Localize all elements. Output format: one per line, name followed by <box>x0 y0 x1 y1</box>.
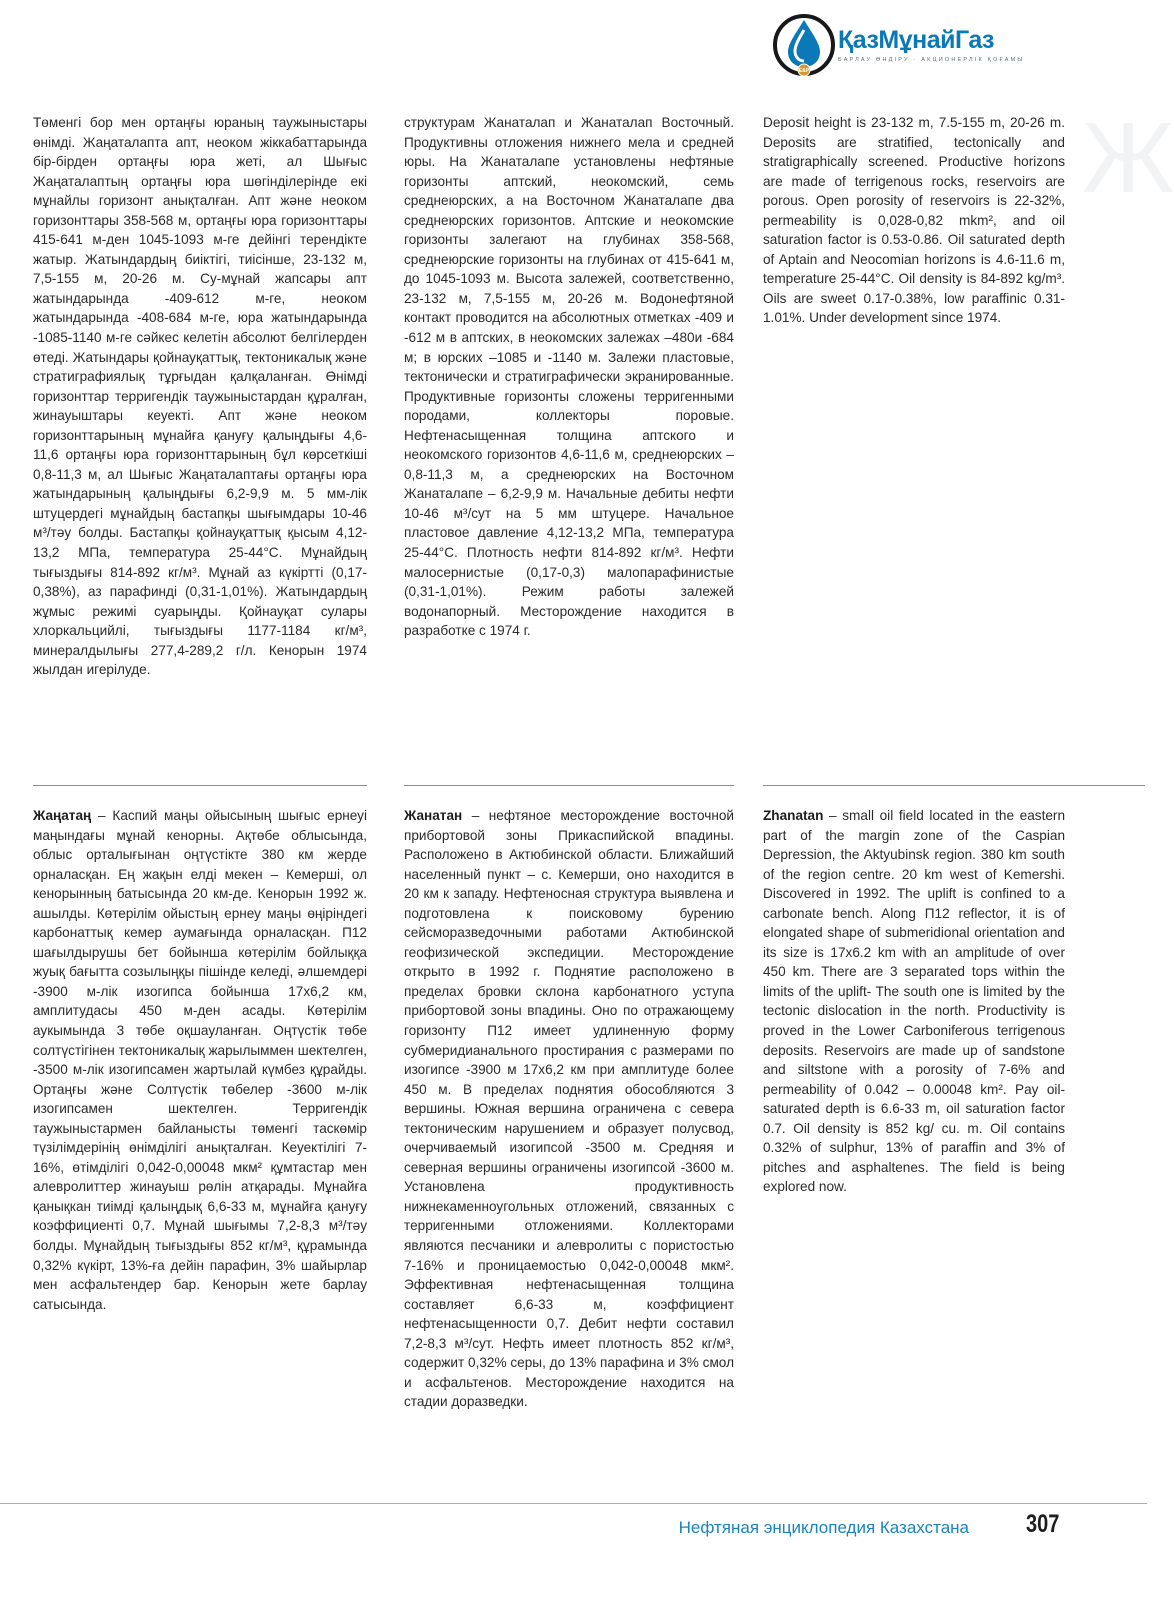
logo-badge: E&P <box>798 68 810 74</box>
section2-kazakh-column <box>33 806 367 1314</box>
entry-term-english: Zhanatan <box>763 808 824 823</box>
footer-title: Нефтяная энциклопедия Казахстана <box>678 1518 969 1537</box>
section1-english-column <box>763 113 1065 328</box>
logo-wordmark <box>838 28 994 53</box>
section-divider-russian <box>404 785 734 786</box>
page-header <box>0 0 1147 95</box>
entry-term-kazakh: Жаңатаң <box>33 808 92 823</box>
drop-logo-icon <box>772 12 836 76</box>
section2-russian-entry <box>404 806 734 1412</box>
logo-wordmark-part1: ҚазМұнай <box>838 26 955 54</box>
section1-russian-text: структурам Жанаталап и Жанаталап Восточный. Продуктивны отложения нижнего мела и средней юры. На Жанаталапе установлены нефтяные горизонты аптский, неокомский, семь среднеюрских, а на Восточном Жанаталапе два среднеюрских горизонтов. Аптские и неокомские горизонты залегают на глубинах 358-568, среднеюрские горизонты на глубинах от 415-641 м, до 1045-1093 м. Высота залежей, соответственно, 23-132 м, 7,5-155 м, 20-26 м. Водонефтяной контакт проводится на абсолютных отметках -409 и -612 м в аптских, в неокомских залежах –480и -684 м; в юрских –1085 и -1140 м. Залежи пластовые, тектонически и стратиграфически экранированные. Продуктивные горизонты сложены терригенными породами, коллекторы поровые. Нефтенасыщенная толщина аптского и неокомского горизонтов 4,6-11,6 м, среднеюрских – 0,8-11,3 м, а среднеюрских на Восточном Жанаталапе – 6,2-9,9 м. Начальные дебиты нефти 10-46 м³/сут на 5 мм штуцере. Начальное пластовое давление 4,12-13,2 МПа, температура 25-44°С. Плотность нефти 814-892 кг/м³. Нефти малосернистые (0,17-0,3) малопарафинистые (0,31-1,01%). Режим работы залежей водонапорный. Месторождение находится в разработке с 1974 г. <box>404 115 734 639</box>
section1-kazakh-column <box>33 113 367 680</box>
section2-english-entry <box>763 806 1065 1197</box>
section1-kazakh-text: Төменгі бор мен ортаңғы юраның таужыныстары өнімді. Жаңаталапта апт, неоком жіккабаттарында бір-бірден ортаңғы юра жеті, ал Шығыс Жаңаталаптың ортаңғы юра шөгінділерінде екі мұнайлы горизонт анықталған. Апт және неоком горизонттары 358-568 м, ортаңғы юра горизонттары 415-641 м-ден 1045-1093 м-ге дейінгі терендікте жатыр. Жатындардың биіктігі, тиісінше, 23-132 м, 7,5-155 м, 20-26 м. Су-мұнай жапсары апт жатындарында -409-612 м-ге, неоком жатындарында -408-684 м-ге, юра жатындарында -1085-1140 м-ге сәйкес келетін абсолют белгілерден өтеді. Жатындары қойнауқаттық, тектоникалық және стратиграфиялық тұрғыдан қалқаланған. Өнімді горизонттар терригендік таужыныстардан құралған, жинауыштары кеуекті. Апт және неоком горизонттарының мұнайға қануғу қалыңдығы 4,6-11,6 ортаңғы юра горизонттарының бұл көрсеткіші 0,8-11,3 м, ал Шығыс Жаңаталаптағы ортаңғы юра жатындарының қалыңдығы 6,2-9,9 м. 5 мм-лік штуцердегі мұнайдың бастапқы шығымдары 10-46 м³/тәу болды. Бастапқы қойнауқаттық қысым 4,12-13,2 МПа, температура 25-44°С. Мұнайдың тығыздығы 814-892 кг/м³. Мұнай аз күкіртті (0,17-0,38%), аз парафинді (0,31-1,01%). Жатындардың жұмыс режимі суарыңды. Қойнауқат сулары хлоркальцийлі, тығыздығы 1177-1184 кг/м³, минералдылығы 277,4-289,2 г/л. Кенорын 1974 жылдан игерілуде. <box>33 115 367 678</box>
section2-russian-column <box>404 806 734 1412</box>
footer-divider <box>0 1503 1147 1504</box>
entry-body-russian: – нефтяное месторождение восточной прибортовой зоны Прикаспийской впадины. Расположено в Актюбинской области. Ближайший населенный пункт – с. Кемерши, оно находится в 20 км к западу. Нефтеносная структура выявлена и подготовлена к поисковому бурению сейсморазведочными работами Актюбинской геофизической экспедиции. Месторождение открыто в 1992 г. Поднятие расположено в пределах бровки склона карбонатного уступа прибортовой зоны впадины. Оно по отражающему горизонту П12 имеет удлиненную форму субмеридианального простирания с размерами по изогипсе -3900 м 17х6,2 км при амплитуде более 450 м. В пределах поднятия обособляются 3 вершины. Южная вершина ограничена с севера тектоническим нарушением и образует полусвод, очерчиваемый изогипсой -3500 м. Средняя и северная вершины ограничены изогипсой -3600 м. Установлена продуктивность нижнекаменноугольных отложений, связанных с терригенными отложениями. Коллекторами являются песчаники и алевролиты с пористостью 7-16% и проницаемостью 0,042-0,00048 мкм². Эффективная нефтенасыщенная толщина составляет 6,6-33 м, коэффициент нефтенасыщенности 0,7. Дебит нефти составил 7,2-8,3 м³/сут. Нефть имеет плотность 852 кг/м³, содержит 0,32% серы, до 13% парафина и 3% смол и асфальтенов. Месторождение находится на стадии доразведки. <box>404 808 734 1410</box>
background-watermark: Ж <box>1082 102 1174 214</box>
entry-term-russian: Жанатан <box>404 808 463 823</box>
section-divider-kazakh <box>33 785 367 786</box>
entry-body-english: – small oil field located in the eastern part of the margin zone of the Caspian Depression, the Aktyubinsk region. 380 km south of the region centre. 20 km west of Kemershi. Discovered in 1992. The uplift is confined to a carbonate bench. Along П12 reflector, it is of elongated shape of submeridional orientation and its size is 17x6.2 km with an amplitude of over 450 km. There are 3 separated tops within the limits of the uplift- The south one is limited by the tectonic dislocation in the north. Productivity is proved in the Lower Carboniferous terrigenous deposits. Reservoirs are made up of sandstone and siltstone with a porosity of 7-6% and permeability of 0.042 – 0.00048 km². Pay oil-saturated depth is 6.6-33 m, oil saturation factor 0.7. Oil density is 852 kg/ cu. m. Oil contains 0.32% of sulphur, 13% of paraffin and 3% of pitches and asphaltenes. The field is being explored now. <box>763 808 1065 1195</box>
logo-tagline: БАРЛАУ ӨНДІРУ · АКЦИОНЕРЛІК ҚОҒАМЫ <box>838 57 1025 63</box>
section2-kazakh-entry <box>33 806 367 1314</box>
entry-body-kazakh: – Каспий маңы ойысының шығыс ернеуі маңындағы мұнай кенорны. Ақтөбе облысында, облыс орталығынан оңтүстікте 380 км жерде орналасқан. Ең жақын елді мекен – Кемерші, ол кенорынның батысында 20 км-де. Кенорын 1992 ж. ашылды. Көтерілім ойыстың ернеу маңы өңіріндегі карбонаттық кемер аумағында орналасқан. П12 шағылдырушы бет бойынша көтерілім бойлыққа жуық бағытта созылыңқы пішінде келеді, әлшемдері -3900 м-лік изогипса бойынша 17х6,2 км, амплитудасы 450 м-ден асады. Көтерілім аукымында 3 төбе оқшауланған. Оңтүстік төбе солтүстігінен тектоникалық жарылыммен шектелген, -3500 м-лік изогипсамен жартылай күмбез құрайды. Ортаңғы және Солтүстік төбелер -3600 м-лік изогипсамен шектелген. Терригендік таужыныстармен байланысты төменгі таскөмір түзілімдерінің өнімділігі анықталған. Кеуектілігі 7-16%, өтімділігі 0,042-0,00048 мкм² құмтастар мен алевролиттер жинауыш рөлін атқарады. Мұнайға қанықкан тиімді қалыңдық 6,6-33 м, мұнайға қануғу коэффициенті 0,7. Мұнай шығымы 7,2-8,3 м³/тәу болды. Мұнайдың тығыздығы 852 кг/м³, құрамында 0,32% күкірт, 13%-ға дейін парафин, 3% шайырлар мен асфальтендер бар. Кенорын жете барлау сатысында. <box>33 808 367 1312</box>
section-divider-english <box>763 785 1145 786</box>
section1-english-text: Deposit height is 23-132 m, 7.5-155 m, 20-26 m. Deposits are stratified, tectonically and stratigraphically screened. Productive horizons are made of terrigenous rocks, reservoirs are porous. Open porosity of reservoirs is 22-32%, permeability is 0,028-0,82 mkm², and oil saturation factor is 0.53-0.86. Oil saturated depth of Aptain and Neocomian horizons is 4.6-11.6 m, temperature 25-44°C. Oil density is 84-892 kg/m³. Oils are sweet 0.17-0.38%, low paraffinic 0.31-1.01%. Under development since 1974. <box>763 115 1065 326</box>
logo-wordmark-part2: Газ <box>955 26 994 54</box>
section1-russian-column <box>404 113 734 641</box>
section2-english-column <box>763 806 1065 1197</box>
company-logo <box>772 8 1062 74</box>
page-number: 307 <box>1026 1510 1060 1538</box>
